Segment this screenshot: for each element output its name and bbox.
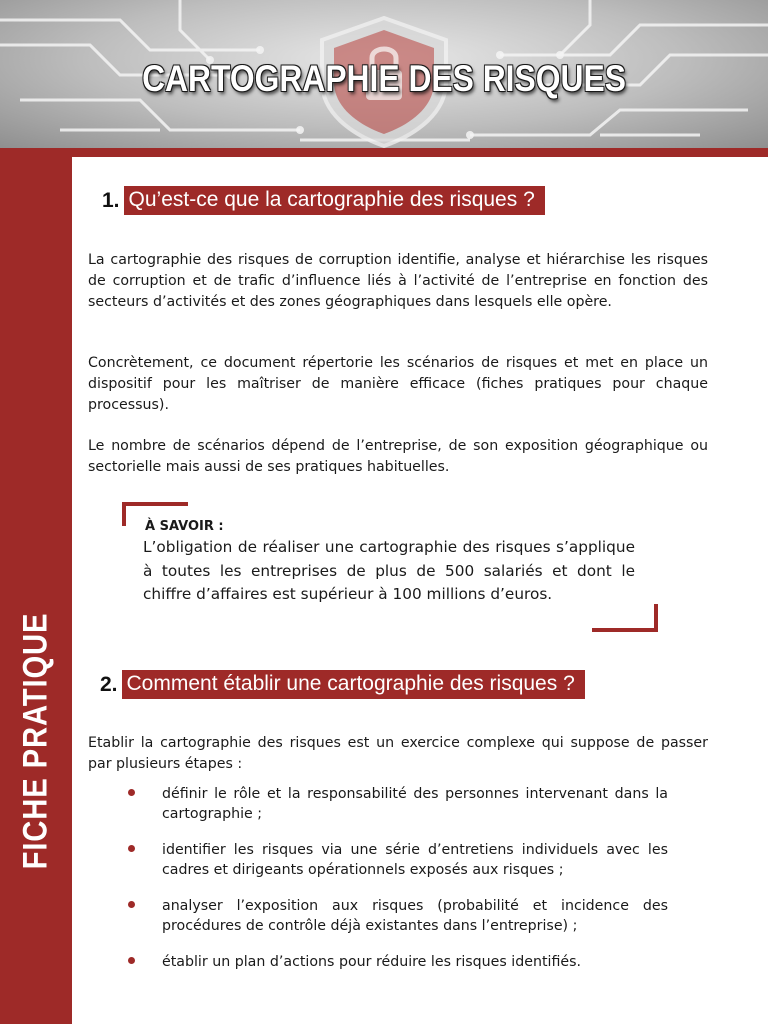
sidebar-label: FICHE PRATIQUE [16,612,55,870]
list-item: établir un plan d’actions pour réduire les risques identifiés. [128,952,668,972]
section-2-number: 2. [100,672,118,696]
callout-bracket-bottom-right [592,604,658,632]
section-2-heading [100,670,585,699]
callout-text: L’obligation de réaliser une cartographie des risques s’applique à toutes les entreprises de plus de 500 salariés et dont le chiffre d’affaires est supérieur à 100 millions d’euros. [143,538,635,603]
section-1-paragraph-1: La cartographie des risques de corruption identifie, analyse et hiérarchise les risques de corruption et de trafic d’influence liés à l’activité de l’entreprise en fonction des secteurs d’activités et des zones géographiques dans lesquels elle opère. [88,252,708,310]
page-title: CARTOGRAPHIE DES RISQUES [142,58,626,99]
header-banner [0,0,768,148]
bullet-icon [128,845,135,852]
section-1-paragraph-2: Concrètement, ce document répertorie les scénarios de risques et met en place un dispositif pour les maîtriser de manière efficace (fiches pratiques pour chaque processus). [88,355,708,413]
section-1-paragraph-3: Le nombre de scénarios dépend de l’entreprise, de son exposition géographique ou sectorielle mais aussi de ses pratiques habituelles. [88,438,708,475]
section-1-number: 1. [102,188,120,212]
list-item: identifier les risques via une série d’entretiens individuels avec les cadres et dirigeants opérationnels exposés aux risques ; [128,840,668,880]
a-savoir-callout [122,502,658,632]
callout-title: À SAVOIR : [145,519,224,534]
list-item: définir le rôle et la responsabilité des personnes intervenant dans la cartographie ; [128,784,668,824]
section-2-intro: Etablir la cartographie des risques est un exercice complexe qui suppose de passer par plusieurs étapes : [88,735,708,772]
bullet-icon [128,789,135,796]
list-item: analyser l’exposition aux risques (probabilité et incidence des procédures de contrôle déjà existantes dans l’entreprise) ; [128,896,668,936]
section-1-title: Qu’est-ce que la cartographie des risques ? [124,186,545,215]
steps-list [128,784,668,988]
sidebar [0,148,72,1024]
section-2-title: Comment établir une cartographie des risques ? [122,670,585,699]
bullet-icon [128,901,135,908]
bullet-icon [128,957,135,964]
header-divider [0,148,768,157]
section-1-heading [102,186,545,215]
